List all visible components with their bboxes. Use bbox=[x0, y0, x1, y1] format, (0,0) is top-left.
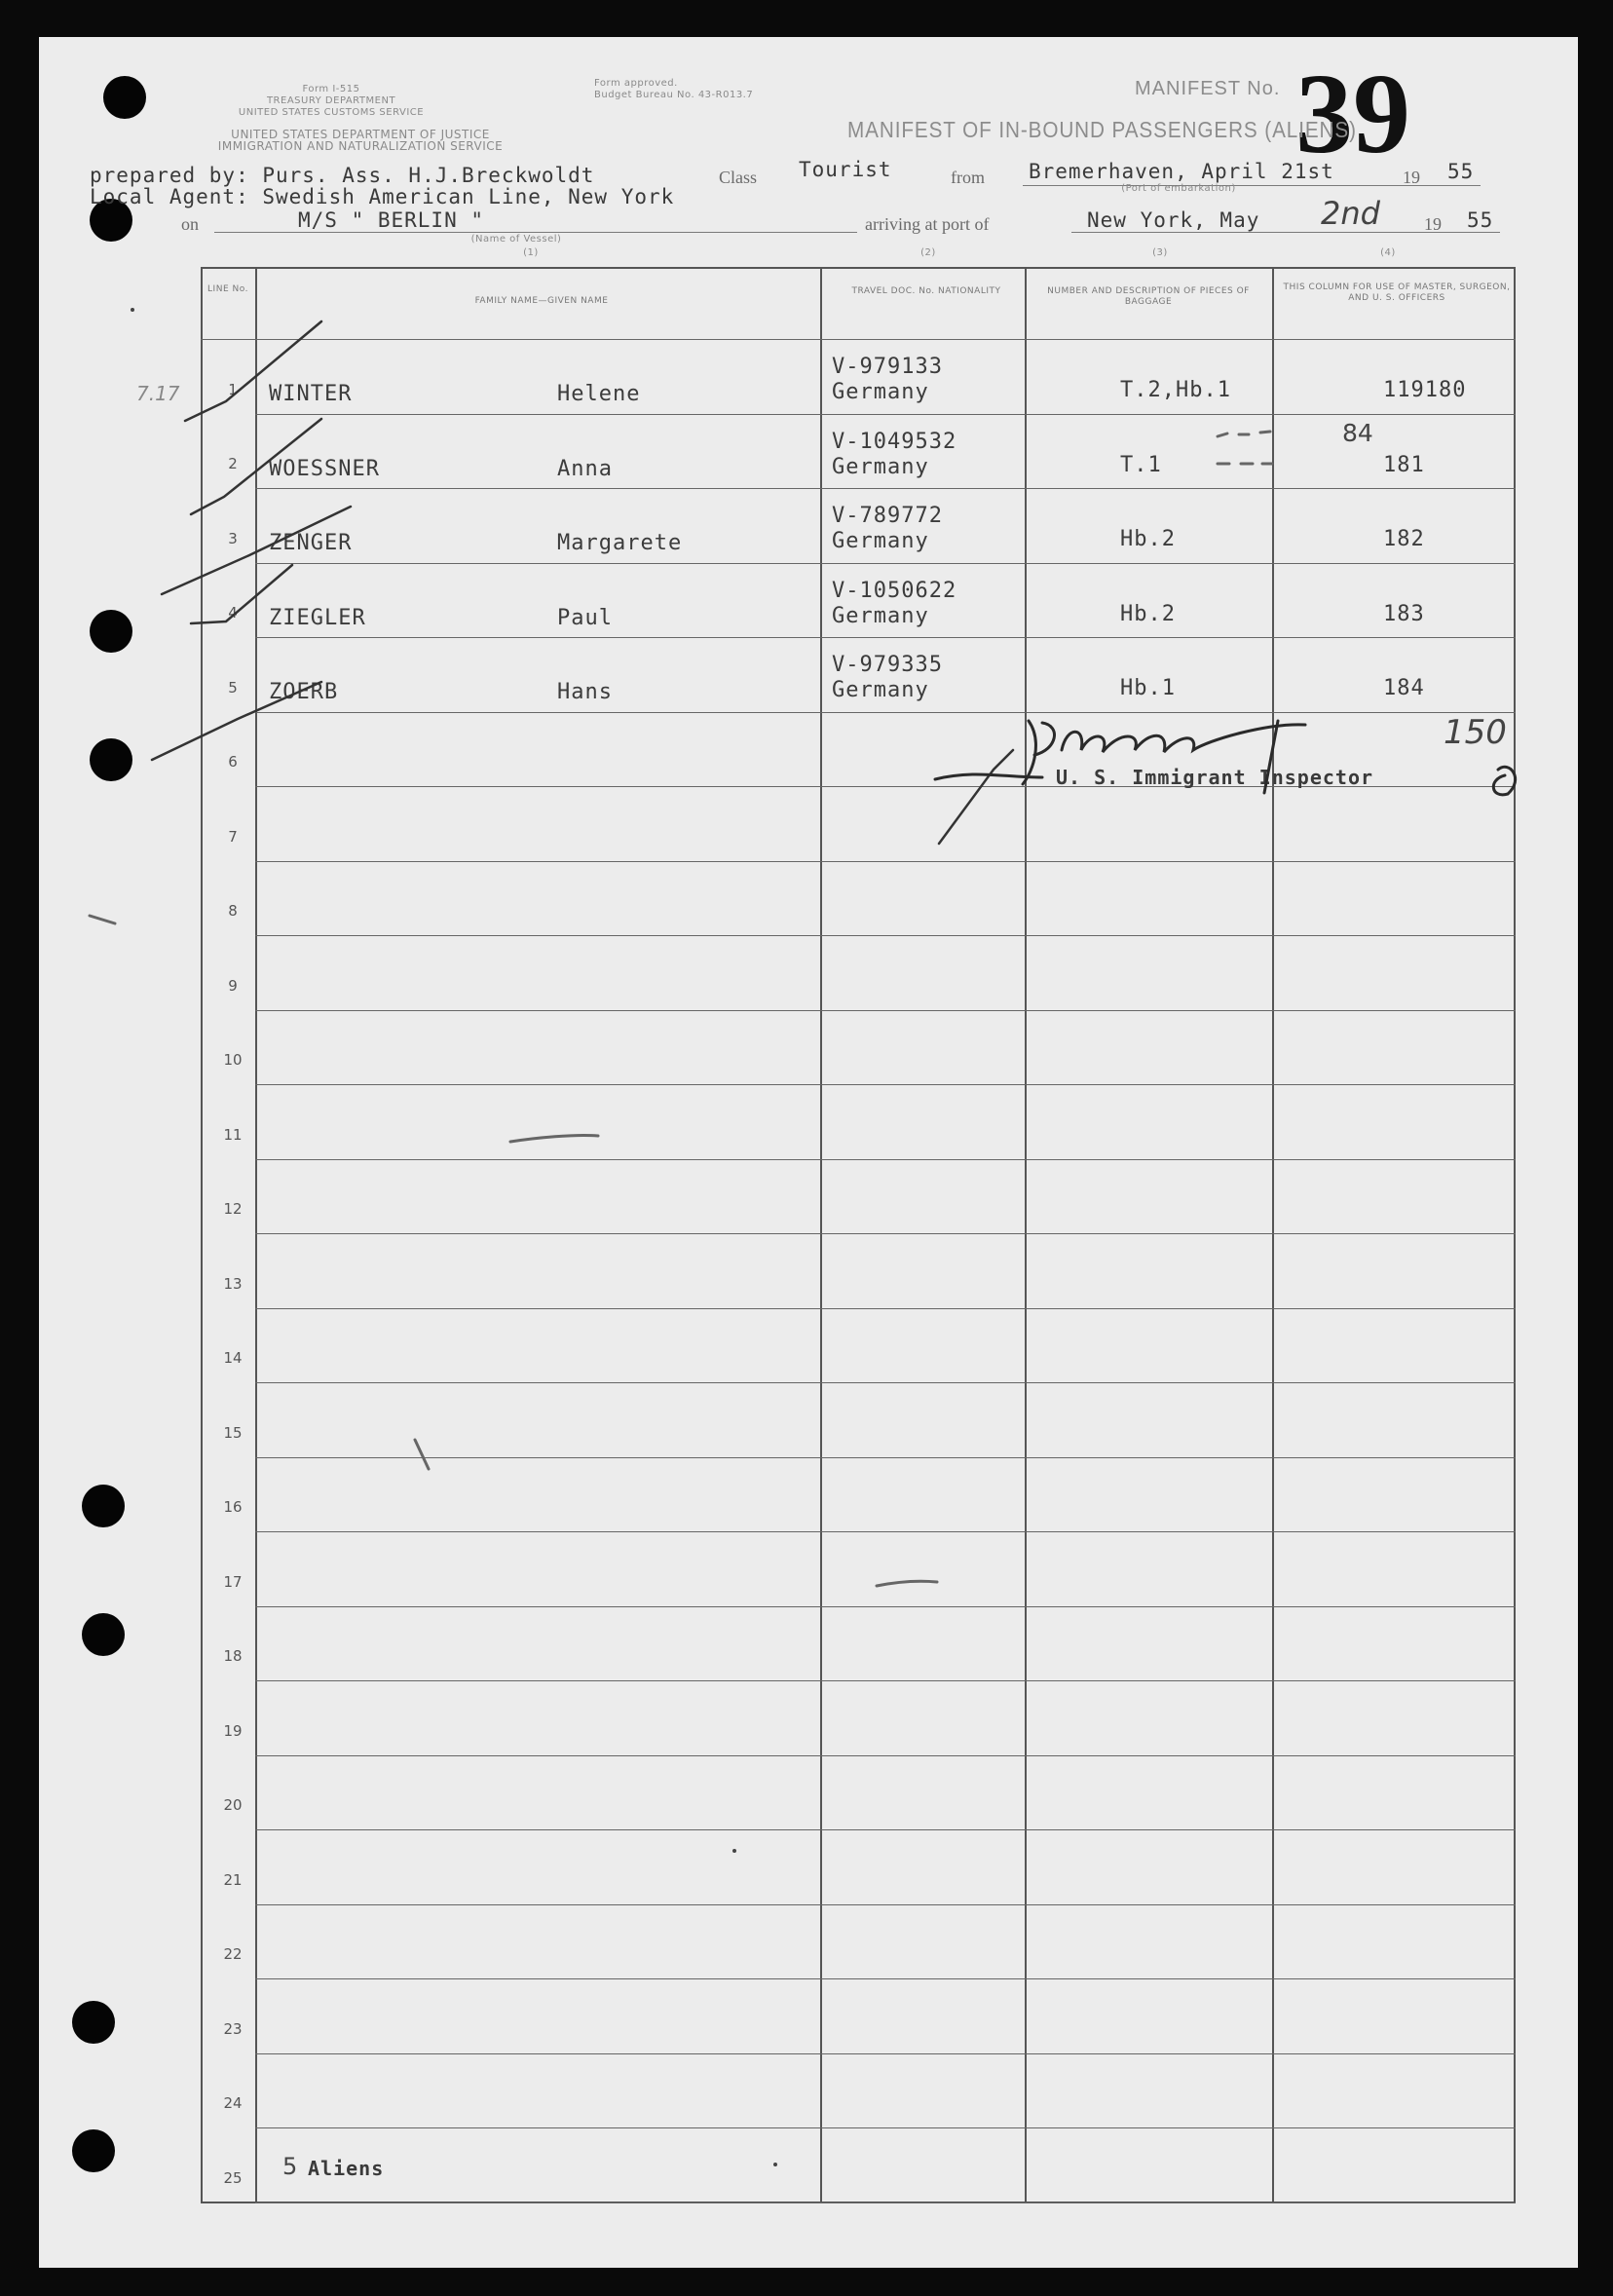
line-number: 8 bbox=[228, 902, 238, 920]
vessel-caption: (Name of Vessel) bbox=[470, 234, 562, 245]
line-number: 23 bbox=[223, 2019, 243, 2038]
baggage: T.2,Hb.1 bbox=[1120, 378, 1231, 402]
table-row bbox=[201, 1606, 1516, 1681]
punch-hole bbox=[82, 1485, 125, 1527]
class-label: Class bbox=[719, 168, 758, 187]
total-count: 5 bbox=[282, 2153, 298, 2180]
from-year-label: 19 bbox=[1403, 168, 1420, 187]
baggage: Hb.2 bbox=[1120, 527, 1176, 551]
col-number-2: (2) bbox=[920, 247, 936, 258]
family-name: ZENGER bbox=[269, 531, 353, 555]
manifest-title: MANIFEST OF IN-BOUND PASSENGERS (ALIENS) bbox=[847, 117, 1357, 142]
on-label: on bbox=[181, 214, 199, 234]
local-agent: Local Agent: Swedish American Line, New York bbox=[90, 185, 675, 208]
punch-hole bbox=[103, 76, 146, 119]
passenger-table bbox=[201, 267, 1516, 2203]
inspector-mark: 150 bbox=[1444, 713, 1507, 752]
form-approved: Form approved. Budget Bureau No. 43-R013.7 bbox=[594, 78, 754, 100]
nationality: Germany bbox=[832, 603, 929, 628]
header-name: FAMILY NAME—GIVEN NAME bbox=[474, 296, 609, 306]
baggage: Hb.1 bbox=[1120, 676, 1176, 700]
table-row bbox=[201, 1978, 1516, 2053]
officer-number: 183 bbox=[1383, 601, 1425, 626]
nationality: Germany bbox=[832, 454, 929, 479]
col-number-1: (1) bbox=[523, 247, 539, 258]
baggage: T.1 bbox=[1120, 452, 1162, 477]
table-row bbox=[201, 1084, 1516, 1159]
handwritten-84: 84 bbox=[1342, 419, 1373, 447]
line-number: 4 bbox=[228, 604, 238, 621]
punch-hole bbox=[90, 610, 132, 653]
line-number: 7 bbox=[228, 827, 238, 846]
line-number: 25 bbox=[223, 2168, 243, 2187]
table-row bbox=[201, 1308, 1516, 1383]
line-number: 22 bbox=[223, 1945, 243, 1963]
punch-hole bbox=[72, 2129, 115, 2172]
header-officers: THIS COLUMN FOR USE OF MASTER, SURGEON, AND U. S. OFFICERS bbox=[1283, 282, 1511, 303]
line-number: 21 bbox=[223, 1870, 243, 1889]
form-block: Form I-515 TREASURY DEPARTMENT UNITED STATES CUSTOMS SERVICE bbox=[238, 84, 425, 118]
officer-number: 184 bbox=[1383, 676, 1425, 700]
given-name: Anna bbox=[557, 456, 613, 481]
punch-hole bbox=[82, 1613, 125, 1656]
table-row bbox=[201, 637, 1516, 712]
baggage: Hb.2 bbox=[1120, 601, 1176, 626]
table-row bbox=[201, 1457, 1516, 1532]
total-label: Aliens bbox=[308, 2157, 385, 2180]
table-row bbox=[201, 1829, 1516, 1904]
line-number: 1 bbox=[228, 380, 238, 398]
arriving-label: arriving at port of bbox=[865, 214, 990, 234]
line-number: 15 bbox=[223, 1423, 243, 1442]
manifest-no-label: MANIFEST No. bbox=[1135, 78, 1281, 99]
from-label: from bbox=[951, 168, 985, 187]
header-baggage: NUMBER AND DESCRIPTION OF PIECES OF BAGGAGE bbox=[1047, 286, 1250, 307]
table-row bbox=[201, 2127, 1516, 2202]
line-number: 2 bbox=[228, 455, 238, 472]
family-name: ZIEGLER bbox=[269, 605, 366, 630]
given-name: Margarete bbox=[557, 531, 683, 555]
arriving-day: 2nd bbox=[1321, 195, 1380, 232]
table-row bbox=[201, 786, 1516, 861]
justice-block: UNITED STATES DEPARTMENT OF JUSTICE IMMIGRATION AND NATURALIZATION SERVICE bbox=[217, 128, 504, 153]
header-line-no: LINE No. bbox=[207, 284, 248, 294]
officer-number: 119180 bbox=[1383, 378, 1467, 402]
travel-doc-number: V-979133 bbox=[832, 355, 943, 379]
given-name: Hans bbox=[557, 680, 613, 704]
punch-hole bbox=[90, 738, 132, 781]
travel-doc-number: V-1049532 bbox=[832, 429, 957, 454]
travel-doc-number: V-1050622 bbox=[832, 578, 957, 603]
table-row bbox=[201, 1382, 1516, 1457]
table-row bbox=[201, 1233, 1516, 1308]
arriving-underline bbox=[1071, 232, 1500, 233]
travel-doc-number: V-979335 bbox=[832, 653, 943, 677]
table-row bbox=[201, 1010, 1516, 1085]
line-number: 3 bbox=[228, 529, 238, 547]
line-number: 17 bbox=[223, 1572, 243, 1591]
line-number: 19 bbox=[223, 1721, 243, 1740]
family-name: WOESSNER bbox=[269, 456, 380, 481]
from-value: Bremerhaven, April 21st bbox=[1029, 160, 1334, 183]
table-row bbox=[201, 1159, 1516, 1234]
port-of-embarkation: (Port of embarkation) bbox=[1121, 183, 1236, 194]
table-row bbox=[201, 1680, 1516, 1755]
line-number: 9 bbox=[228, 976, 238, 995]
vessel-underline bbox=[214, 232, 857, 233]
header-travel-doc: TRAVEL DOC. No. NATIONALITY bbox=[851, 286, 1001, 296]
table-row bbox=[201, 1904, 1516, 1979]
travel-doc-number: V-789772 bbox=[832, 504, 943, 528]
punch-hole bbox=[72, 2001, 115, 2044]
arriving-year: 55 bbox=[1467, 208, 1494, 232]
inspector-caption: U. S. Immigrant Inspector bbox=[1056, 766, 1374, 789]
line-number: 20 bbox=[223, 1796, 243, 1814]
margin-note: 7.17 bbox=[136, 382, 180, 405]
family-name: ZOERB bbox=[269, 680, 339, 704]
table-row bbox=[201, 339, 1516, 414]
table-row bbox=[201, 414, 1516, 489]
arriving-year-label: 19 bbox=[1424, 214, 1442, 234]
table-row bbox=[201, 2053, 1516, 2128]
table-row bbox=[201, 935, 1516, 1010]
line-number: 14 bbox=[223, 1349, 243, 1367]
from-year: 55 bbox=[1447, 160, 1475, 183]
arriving-value: New York, May bbox=[1087, 208, 1260, 232]
nationality: Germany bbox=[832, 529, 929, 553]
table-row bbox=[201, 1531, 1516, 1606]
line-number: 24 bbox=[223, 2094, 243, 2112]
line-number: 18 bbox=[223, 1647, 243, 1665]
prepared-by: prepared by: Purs. Ass. H.J.Breckwoldt bbox=[90, 164, 595, 187]
table-row bbox=[201, 1755, 1516, 1830]
table-row bbox=[201, 861, 1516, 936]
col-number-4: (4) bbox=[1380, 247, 1396, 258]
col-number-3: (3) bbox=[1152, 247, 1168, 258]
nationality: Germany bbox=[832, 678, 929, 702]
vessel: M/S " BERLIN " bbox=[298, 208, 485, 232]
line-number: 12 bbox=[223, 1200, 243, 1218]
line-number: 11 bbox=[223, 1125, 243, 1144]
line-number: 16 bbox=[223, 1498, 243, 1516]
line-number: 5 bbox=[228, 678, 238, 696]
given-name: Helene bbox=[557, 382, 641, 406]
nationality: Germany bbox=[832, 380, 929, 404]
line-number: 6 bbox=[228, 753, 238, 771]
given-name: Paul bbox=[557, 605, 613, 630]
table-row bbox=[201, 488, 1516, 563]
officer-number: 182 bbox=[1383, 527, 1425, 551]
table-row bbox=[201, 563, 1516, 638]
manifest-number: 39 bbox=[1295, 50, 1410, 177]
officer-number: 181 bbox=[1383, 452, 1425, 477]
line-number: 13 bbox=[223, 1274, 243, 1293]
family-name: WINTER bbox=[269, 382, 353, 406]
class-value: Tourist bbox=[799, 158, 892, 181]
line-number: 10 bbox=[223, 1051, 243, 1069]
